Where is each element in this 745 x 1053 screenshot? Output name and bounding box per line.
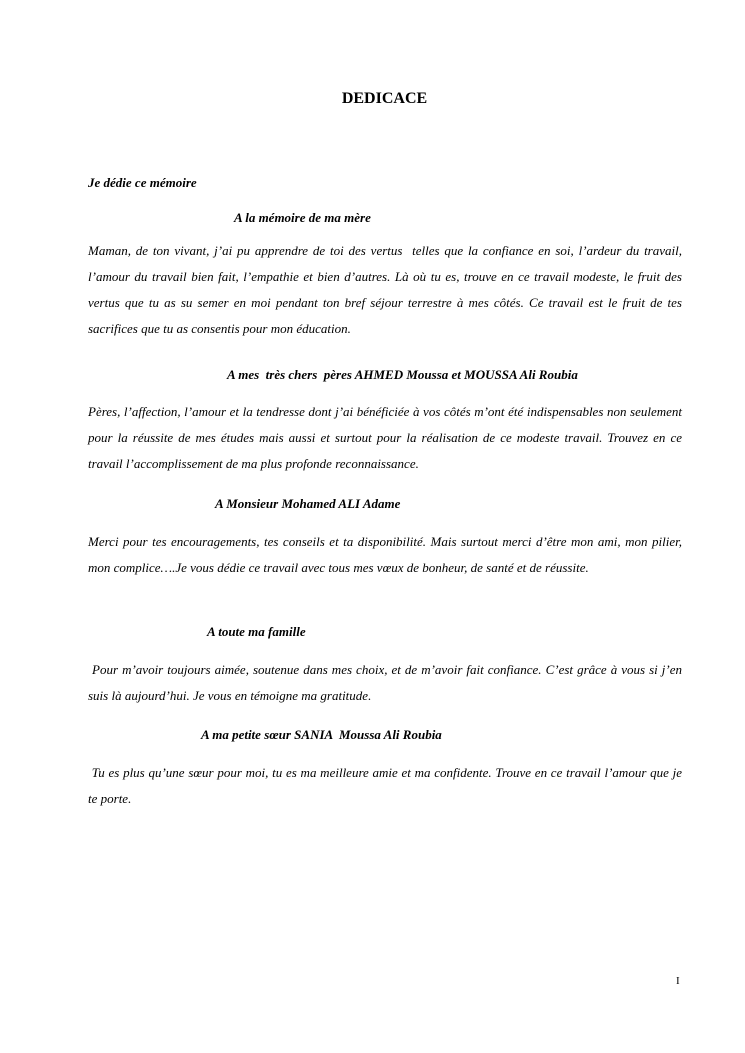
section-text-family: Pour m’avoir toujours aimée, soutenue dans mes choix, et de m’avoir fait confiance. C’est grâce à vous si j’en suis là aujourd’hui. Je vous en témoigne ma gratitude. xyxy=(88,662,686,703)
section-heading-family: A toute ma famille xyxy=(207,624,306,639)
section-text-mother: Maman, de ton vivant, j’ai pu apprendre de toi des vertus telles que la confiance en soi, l’ardeur du travail, l’amour du travail bien fait, l’empathie et bien d’autres. Là où tu es, trouve en ce travail modeste, le fruit des vertus que tu as su semer en moi pendant ton bref séjour terrestre à mes côtés. Ce travail est le fruit de tes sacrifices que tu as consentis pour mon éducation. xyxy=(88,243,686,336)
section-heading-mother: A la mémoire de ma mère xyxy=(234,210,371,225)
section-text-fathers: Pères, l’affection, l’amour et la tendresse dont j’ai bénéficiée à vos côtés m’ont été indispensables non seulement pour la réussite de mes études mais aussi et surtout pour la réalisation de ce modeste travail. Trouvez en ce travail l’accomplissement de ma plus profonde reconnaissance. xyxy=(88,404,686,471)
section-text-mohamed: Merci pour tes encouragements, tes conseils et ta disponibilité. Mais surtout merci d’être mon ami, mon pilier, mon complice….Je vous dédie ce travail avec tous mes vœux de bonheur, de santé et de réussite. xyxy=(88,534,686,575)
page-title: DEDICACE xyxy=(341,90,428,107)
section-heading-sister: A ma petite sœur SANIA Moussa Ali Roubia xyxy=(201,727,442,742)
intro-line: Je dédie ce mémoire xyxy=(88,175,197,190)
section-heading-mohamed: A Monsieur Mohamed ALI Adame xyxy=(215,496,401,511)
page-number: I xyxy=(676,975,680,987)
section-text-sister: Tu es plus qu’une sœur pour moi, tu es ma meilleure amie et ma confidente. Trouve en ce travail l’amour que je te porte. xyxy=(88,765,686,806)
section-heading-fathers: A mes très chers pères AHMED Moussa et MOUSSA Ali Roubia xyxy=(227,367,578,382)
